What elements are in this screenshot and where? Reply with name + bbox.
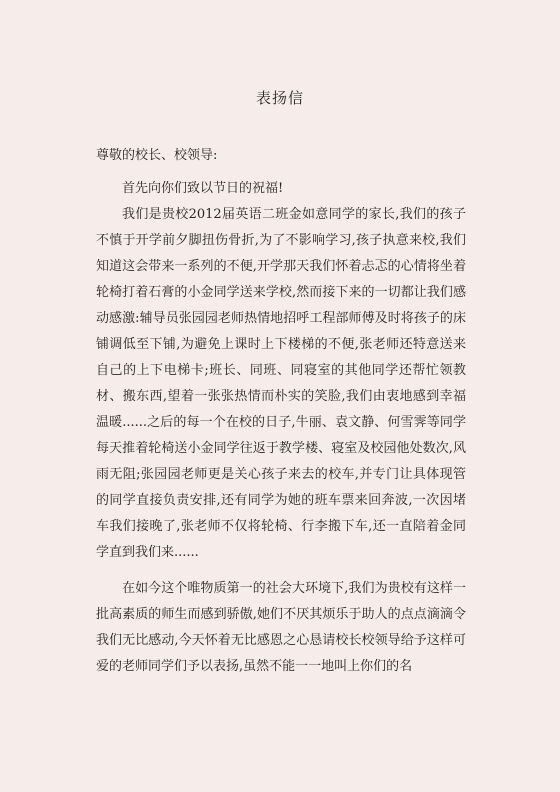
salutation: 尊敬的校长、校领导: — [96, 148, 218, 163]
paragraph-greeting: 首先向你们致以节日的祝福! — [122, 181, 284, 196]
letter-title: 表扬信 — [255, 89, 304, 107]
letter-body — [96, 176, 466, 680]
paragraph-praise: 在如今这个唯物质第一的社会大环境下,我们为贵校有这样一批高素质的师生而感到骄傲,她们不厌其烦乐于助人的点点滴滴令我们无比感动,今天怀着无比感恩之心恳请校长校领导给予这样可爱的老师同学们予以表扬,虽然不能一一地叫上你们的名 — [96, 581, 466, 674]
paragraph-story: 我们是贵校2012届英语二班金如意同学的家长,我们的孩子不慎于开学前夕脚扭伤骨折,为了不影响学习,孩子执意来校,我们知道这会带来一系列的不便,开学那天我们怀着忐忑的心情将坐着轮椅打着石膏的小金同学送来学校,然而接下来的一切都让我们感动感激:辅导员张园园老师热情地招呼工程部师傅及时将孩子的床铺调低至下铺,为避免上课时上下楼梯的不便,张老师还特意送来自己的上下电梯卡;班长、同班、同寝室的其他同学还帮忙领教材、搬东西,望着一张张热情而朴实的笑脸,我们由衷地感到幸福温暖......之后的每一个在校的日子,牛丽、袁文静、何雪霁等同学每天推着轮椅送小金同学往返于教学楼、寝室及校园他处数次,风雨无阻;张园园老师更是关心孩子来去的校车,并专门让具体现管的同学直接负责安排,还有同学为她的班车票来回奔波,一次因堵车我们接晚了,张老师不仅将轮椅、行李搬下车,还一直陪着金同学直到我们来...... — [96, 207, 466, 560]
